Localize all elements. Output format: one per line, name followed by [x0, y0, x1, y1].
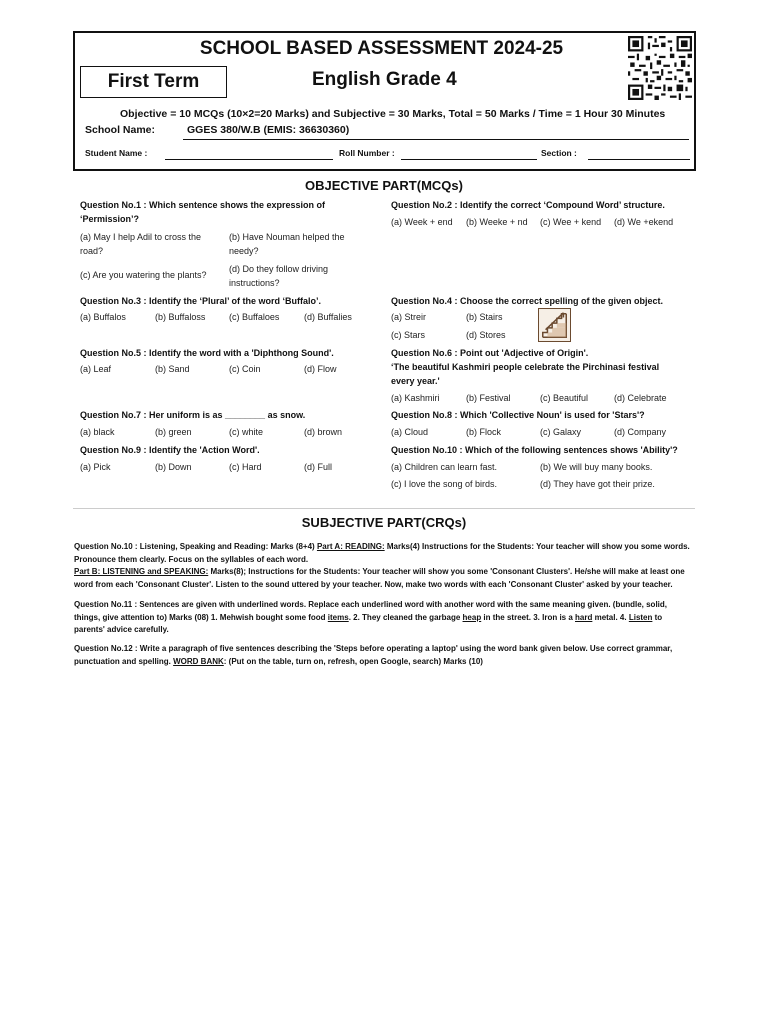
- subject-title: English Grade 4: [312, 69, 457, 90]
- sq11-text-5: to parents' advice carefully.: [74, 612, 663, 634]
- q5-option-a[interactable]: (a) Leaf: [80, 364, 112, 374]
- q9-option-d[interactable]: (d) Full: [304, 462, 333, 472]
- student-info-row: [75, 146, 694, 162]
- q8-option-b[interactable]: (b) Flock: [466, 427, 502, 437]
- sq11-underlined-2: heap: [462, 612, 482, 622]
- sq11-underlined-1: items: [327, 612, 349, 622]
- question-1: Question No.1 : Which sentence shows the expression of: [80, 200, 326, 210]
- q7-option-b[interactable]: (b) green: [155, 427, 192, 437]
- sq12-word-bank-label: WORD BANK: [173, 656, 224, 666]
- q9-option-c[interactable]: (c) Hard: [229, 462, 262, 472]
- student-name-field[interactable]: [165, 159, 333, 160]
- sq10-text-2: Marks(4) Instructions for the Students: Your teacher will show you some words. Pronounce them clearly. Focus on the syllables of each word.: [74, 542, 690, 564]
- question-6-line3: every year.': [391, 376, 440, 386]
- student-name-label: Student Name :: [85, 148, 148, 158]
- stairs-icon: [538, 308, 571, 342]
- q1-option-a[interactable]: (a) May I help Adil to cross the: [80, 232, 202, 242]
- q6-option-b[interactable]: (b) Festival: [466, 393, 511, 403]
- q2-option-b[interactable]: (b) Weeke + nd: [466, 217, 528, 227]
- q2-option-a[interactable]: (a) Week + end: [391, 217, 453, 227]
- sq11-underlined-4: Listen: [628, 612, 653, 622]
- q1-option-d-line2: instructions?: [229, 278, 280, 288]
- q6-option-a[interactable]: (a) Kashmiri: [391, 393, 440, 403]
- q3-option-a[interactable]: (a) Buffalos: [80, 312, 126, 322]
- subjective-question-10: [74, 541, 694, 591]
- question-9: Question No.9 : Identify the 'Action Word'.: [80, 445, 260, 455]
- assessment-info: Objective = 10 MCQs (10×2=20 Marks) and Subjective = 30 Marks, Total = 50 Marks / Time = 1 Hour 30 Minutes: [120, 108, 666, 120]
- term-label: First Term: [80, 66, 227, 98]
- q5-option-c[interactable]: (c) Coin: [229, 364, 261, 374]
- question-3: Question No.3 : Identify the ‘Plural’ of the word ‘Buffalo’.: [80, 296, 322, 306]
- q8-option-d[interactable]: (d) Company: [614, 427, 667, 437]
- sq10-text-3: Marks(8); Instructions for the Students: Your teacher will show you some 'Consonant Clusters'. He/she will make at least one word from each 'Consonant Cluster'. Listen to the sound uttered by your teacher. Now, make two words with each 'Consonant Cluster' asked by your teacher.: [74, 567, 685, 589]
- roll-number-label: Roll Number :: [339, 148, 395, 158]
- q4-option-c[interactable]: (c) Stars: [391, 330, 426, 340]
- question-6: Question No.6 : Point out 'Adjective of Origin'.: [391, 348, 589, 358]
- assessment-title: SCHOOL BASED ASSESSMENT 2024-25: [199, 38, 564, 59]
- section-field[interactable]: [588, 159, 690, 160]
- q9-option-a[interactable]: (a) Pick: [80, 462, 111, 472]
- subjective-title: SUBJECTIVE PART(CRQs): [301, 515, 467, 530]
- q1-option-b-line2: needy?: [229, 246, 259, 256]
- q1-option-c[interactable]: (c) Are you watering the plants?: [80, 270, 207, 280]
- sq11-text-3: in the street. 3. Iron is a: [481, 612, 576, 622]
- question-7: Question No.7 : Her uniform is as ________ as snow.: [80, 410, 306, 420]
- q7-option-c[interactable]: (c) white: [229, 427, 264, 437]
- q3-option-c[interactable]: (c) Buffaloes: [229, 312, 280, 322]
- question-10: Question No.10 : Which of the following sentences shows 'Ability'?: [391, 445, 678, 455]
- sq10-part-a-label: Part A: READING:: [316, 542, 385, 551]
- q10-option-b[interactable]: (b) We will buy many books.: [540, 462, 653, 472]
- q5-option-d[interactable]: (d) Flow: [304, 364, 337, 374]
- sq11-text-4: metal. 4.: [592, 612, 629, 622]
- question-1-line2: ‘Permission’?: [80, 214, 140, 224]
- q4-option-b[interactable]: (b) Stairs: [466, 312, 503, 322]
- subjective-question-11: [74, 599, 694, 637]
- q7-option-d[interactable]: (d) brown: [304, 427, 343, 437]
- q8-option-c[interactable]: (c) Galaxy: [540, 427, 582, 437]
- q3-option-d[interactable]: (d) Buffalies: [304, 312, 352, 322]
- sq11-text-1: Question No.11 : Sentences are given with underlined words. Replace each underlined word with another word with the same meaning given. (bundle, solid, things, give attention to) Marks (08) 1. Mehwish bought some food: [74, 600, 667, 622]
- section-label: Section :: [541, 148, 577, 158]
- q10-option-c[interactable]: (c) I love the song of birds.: [391, 479, 498, 489]
- school-name-rule: [183, 139, 689, 140]
- q6-option-d[interactable]: (d) Celebrate: [614, 393, 667, 403]
- q9-option-b[interactable]: (b) Down: [155, 462, 192, 472]
- question-8: Question No.8 : Which 'Collective Noun' is used for 'Stars'?: [391, 410, 645, 420]
- sq10-text-1: Question No.10 : Listening, Speaking and Reading: Marks (8+4): [74, 542, 317, 551]
- q6-option-c[interactable]: (c) Beautiful: [540, 393, 589, 403]
- q3-option-b[interactable]: (b) Buffaloss: [155, 312, 206, 322]
- question-5: Question No.5 : Identify the word with a 'Diphthong Sound'.: [80, 348, 334, 358]
- question-6-line2: ‘The beautiful Kashmiri people celebrate the Pirchinasi festival: [391, 362, 660, 372]
- q2-option-c[interactable]: (c) Wee + kend: [540, 217, 602, 227]
- q2-option-d[interactable]: (d) We +ekend: [614, 217, 674, 227]
- section-divider: [73, 508, 695, 509]
- question-2: Question No.2 : Identify the correct ‘Compound Word’ structure.: [391, 200, 665, 210]
- question-4: Question No.4 : Choose the correct spelling of the given object.: [391, 296, 664, 306]
- q10-option-d[interactable]: (d) They have got their prize.: [540, 479, 655, 489]
- sq11-text-2: . 2. They cleaned the garbage: [348, 612, 463, 622]
- q5-option-b[interactable]: (b) Sand: [155, 364, 190, 374]
- sq12-text-2: : (Put on the table, turn on, refresh, open Google, search) Marks (10): [223, 656, 483, 666]
- q1-option-d[interactable]: (d) Do they follow driving: [229, 264, 329, 274]
- header-box: [73, 31, 696, 171]
- sq12-text-1: Question No.12 : Write a paragraph of five sentences describing the 'Steps before operating a laptop' using the word bank given below. Use correct grammar, punctuation and spelling.: [74, 644, 673, 666]
- school-name-label: School Name:: [85, 124, 156, 136]
- sq11-underlined-3: hard: [575, 612, 593, 622]
- sq10-part-b-label: Part B: LISTENING and SPEAKING:: [74, 567, 209, 576]
- subjective-question-12: [74, 643, 694, 668]
- school-name-value: GGES 380/W.B (EMIS: 36630360): [187, 124, 350, 136]
- qr-code-icon: [628, 36, 692, 100]
- q7-option-a[interactable]: (a) black: [80, 427, 115, 437]
- objective-title: OBJECTIVE PART(MCQs): [305, 178, 463, 193]
- q4-option-a[interactable]: (a) Streir: [391, 312, 427, 322]
- q4-option-d[interactable]: (d) Stores: [466, 330, 506, 340]
- q1-option-b[interactable]: (b) Have Nouman helped the: [229, 232, 345, 242]
- q10-option-a[interactable]: (a) Children can learn fast.: [391, 462, 498, 472]
- roll-number-field[interactable]: [401, 159, 537, 160]
- q1-option-a-line2: road?: [80, 246, 104, 256]
- q8-option-a[interactable]: (a) Cloud: [391, 427, 429, 437]
